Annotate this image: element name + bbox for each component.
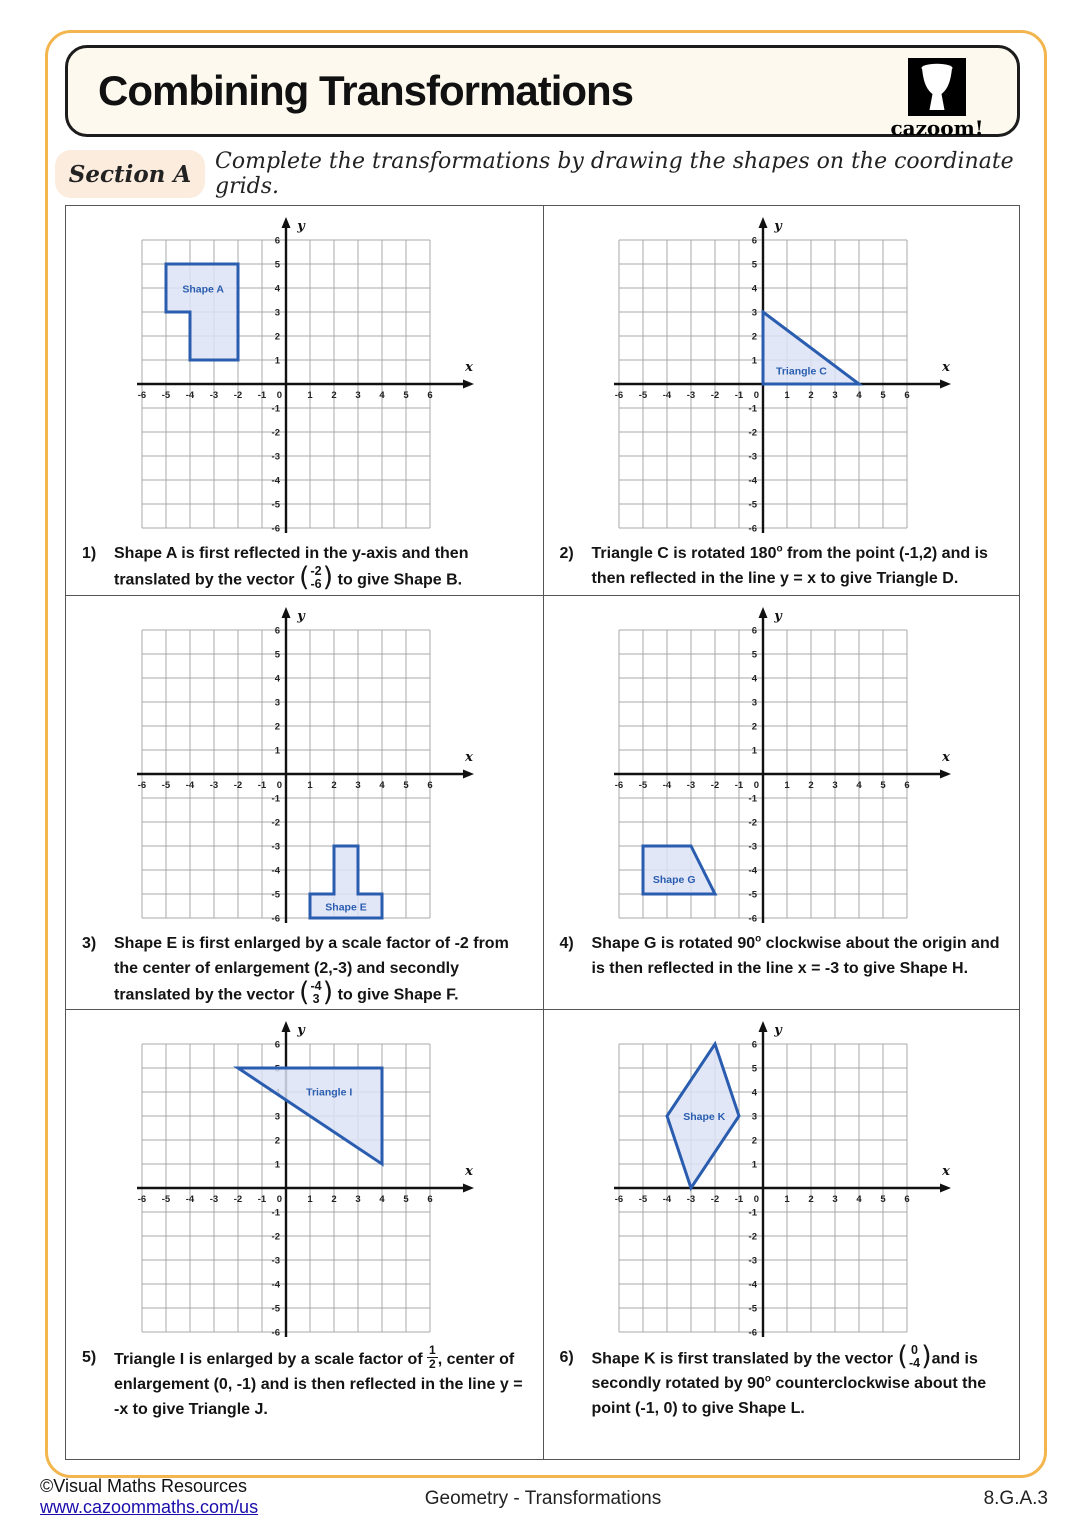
svg-text:-4: -4: [663, 1194, 672, 1205]
question-5: [66, 1342, 543, 1425]
svg-text:5: 5: [274, 649, 281, 661]
svg-text:-2: -2: [748, 427, 758, 439]
coordinate-grid: [128, 1018, 480, 1342]
svg-text:6: 6: [904, 780, 910, 791]
cazoom-logo: [889, 58, 985, 138]
panel-5: [66, 1009, 543, 1459]
svg-text:6: 6: [904, 1194, 910, 1205]
grid-slot-1: [128, 214, 480, 538]
svg-text:5: 5: [880, 780, 886, 791]
coordinate-grid: [605, 214, 957, 538]
shape-label: Triangle C: [776, 365, 828, 378]
svg-text:-5: -5: [271, 1303, 281, 1315]
svg-text:-5: -5: [162, 780, 171, 791]
svg-text:5: 5: [751, 259, 758, 271]
svg-text:5: 5: [403, 390, 409, 401]
svg-text:y: y: [774, 1023, 783, 1038]
svg-text:-6: -6: [138, 780, 147, 791]
svg-text:1: 1: [307, 390, 313, 401]
svg-text:-1: -1: [258, 390, 267, 401]
svg-text:6: 6: [274, 1039, 281, 1051]
svg-text:1: 1: [274, 1159, 281, 1171]
svg-text:-5: -5: [748, 1303, 758, 1315]
question-number: 2): [559, 545, 574, 562]
svg-text:2: 2: [751, 721, 758, 733]
svg-text:-4: -4: [663, 780, 672, 791]
svg-text:-6: -6: [748, 1327, 758, 1339]
svg-text:4: 4: [274, 673, 281, 685]
question-number: 6): [559, 1349, 574, 1366]
svg-text:-3: -3: [210, 390, 219, 401]
svg-text:x: x: [465, 1164, 474, 1179]
svg-text:-1: -1: [271, 793, 281, 805]
panel-3: [66, 595, 543, 1009]
svg-text:-3: -3: [210, 1194, 219, 1205]
svg-text:3: 3: [274, 697, 281, 709]
svg-text:-4: -4: [186, 390, 195, 401]
svg-text:y: y: [297, 609, 306, 624]
svg-text:3: 3: [832, 390, 838, 401]
svg-text:1: 1: [751, 745, 758, 757]
svg-text:y: y: [774, 609, 783, 624]
svg-text:-6: -6: [615, 780, 624, 791]
svg-text:1: 1: [784, 1194, 790, 1205]
svg-text:-5: -5: [271, 889, 281, 901]
svg-text:x: x: [465, 750, 474, 765]
svg-text:6: 6: [751, 625, 758, 637]
footer: [0, 1476, 1086, 1536]
svg-text:-3: -3: [748, 1255, 758, 1267]
svg-text:0: 0: [276, 1194, 283, 1205]
svg-text:-4: -4: [271, 865, 281, 877]
question-number: 1): [82, 545, 97, 562]
svg-text:3: 3: [751, 1111, 758, 1123]
website-link[interactable]: www.cazoommaths.com/us: [40, 1497, 259, 1517]
svg-text:1: 1: [751, 1159, 758, 1171]
question-text: Shape G is rotated 90$^o$ clockwise about the origin and is then reflected in the line x = -3 to give Shape H.: [591, 933, 1000, 977]
svg-text:-2: -2: [711, 1194, 720, 1205]
svg-text:-2: -2: [748, 1231, 758, 1243]
svg-text:-5: -5: [639, 780, 648, 791]
svg-text:-3: -3: [687, 390, 696, 401]
section-row: [55, 150, 1031, 200]
svg-text:6: 6: [427, 1194, 433, 1205]
svg-text:4: 4: [379, 780, 385, 791]
question-text: Shape K is first translated by the vector ( 0 -4 ) and is secondly rotated by 90$^o$ counterclockwise about the point (-1, 0) to give Shape L.: [591, 1340, 987, 1418]
svg-text:-3: -3: [687, 1194, 696, 1205]
svg-text:4: 4: [856, 390, 862, 401]
svg-text:4: 4: [751, 283, 758, 295]
fraction: $\frac{1}{2}$: [429, 1343, 436, 1372]
question-2: [544, 538, 1020, 594]
svg-text:2: 2: [274, 1135, 281, 1147]
svg-text:2: 2: [808, 1194, 814, 1205]
svg-text:6: 6: [274, 235, 281, 247]
svg-text:-6: -6: [748, 523, 758, 535]
panel-6: [543, 1009, 1020, 1459]
svg-text:-1: -1: [748, 403, 758, 415]
standard-code: 8.G.A.3: [983, 1488, 1048, 1509]
drum-icon: [908, 58, 966, 116]
svg-text:4: 4: [751, 1087, 758, 1099]
svg-text:-4: -4: [748, 1279, 758, 1291]
svg-text:-4: -4: [271, 475, 281, 487]
svg-text:4: 4: [856, 1194, 862, 1205]
svg-text:y: y: [774, 219, 783, 234]
grid-slot-5: [128, 1018, 480, 1342]
shape-label: Shape E: [325, 901, 367, 914]
svg-text:0: 0: [753, 390, 760, 401]
svg-text:-1: -1: [748, 793, 758, 805]
svg-text:3: 3: [274, 1111, 281, 1123]
svg-text:1: 1: [784, 780, 790, 791]
svg-text:6: 6: [751, 235, 758, 247]
svg-text:-6: -6: [271, 523, 281, 535]
svg-text:-5: -5: [162, 390, 171, 401]
svg-text:x: x: [942, 360, 951, 375]
svg-text:5: 5: [403, 1194, 409, 1205]
shape-label: Triangle I: [306, 1086, 353, 1099]
svg-text:-3: -3: [748, 841, 758, 853]
svg-text:-6: -6: [748, 913, 758, 925]
coordinate-grid: [128, 214, 480, 538]
svg-text:1: 1: [784, 390, 790, 401]
svg-text:6: 6: [427, 780, 433, 791]
svg-text:-3: -3: [748, 451, 758, 463]
svg-text:5: 5: [751, 1063, 758, 1075]
grid-slot-2: [605, 214, 957, 538]
svg-text:-2: -2: [711, 390, 720, 401]
svg-text:4: 4: [274, 283, 281, 295]
svg-text:-3: -3: [687, 780, 696, 791]
svg-text:-1: -1: [748, 1207, 758, 1219]
svg-text:1: 1: [307, 1194, 313, 1205]
column-vector: ( -2 -6 ): [298, 561, 334, 593]
svg-text:2: 2: [274, 721, 281, 733]
svg-text:x: x: [465, 360, 474, 375]
section-instruction: Complete the transformations by drawing the shapes on the coordinate grids.: [215, 149, 1014, 199]
svg-text:1: 1: [274, 355, 281, 367]
svg-text:-4: -4: [186, 1194, 195, 1205]
svg-text:5: 5: [751, 649, 758, 661]
section-label: Section A: [68, 160, 192, 188]
shape-label: Shape K: [683, 1111, 726, 1124]
svg-text:-2: -2: [234, 1194, 243, 1205]
panel-1: [66, 206, 543, 595]
question-4: [544, 928, 1020, 984]
svg-text:3: 3: [832, 780, 838, 791]
footer-topic: Geometry - Transformations: [424, 1488, 662, 1509]
svg-text:6: 6: [274, 625, 281, 637]
svg-text:2: 2: [751, 1135, 758, 1147]
svg-text:3: 3: [355, 780, 361, 791]
svg-text:4: 4: [379, 1194, 385, 1205]
svg-text:-6: -6: [138, 1194, 147, 1205]
question-1: [66, 538, 543, 595]
svg-text:5: 5: [403, 780, 409, 791]
svg-text:-2: -2: [271, 1231, 281, 1243]
svg-text:3: 3: [355, 390, 361, 401]
svg-text:3: 3: [355, 1194, 361, 1205]
svg-text:4: 4: [379, 390, 385, 401]
page-title: Combining Transformations: [98, 67, 634, 114]
svg-text:-2: -2: [748, 817, 758, 829]
svg-text:-1: -1: [735, 390, 744, 401]
svg-text:x: x: [942, 750, 951, 765]
svg-text:y: y: [297, 219, 306, 234]
svg-text:2: 2: [751, 331, 758, 343]
svg-text:-3: -3: [271, 841, 281, 853]
svg-text:0: 0: [276, 390, 283, 401]
svg-text:-1: -1: [258, 1194, 267, 1205]
svg-text:6: 6: [427, 390, 433, 401]
svg-text:-6: -6: [271, 913, 281, 925]
question-6: [544, 1342, 1020, 1424]
svg-text:3: 3: [751, 697, 758, 709]
svg-text:-1: -1: [271, 403, 281, 415]
svg-text:3: 3: [274, 307, 281, 319]
svg-text:4: 4: [751, 673, 758, 685]
svg-text:5: 5: [880, 390, 886, 401]
panel-4: [543, 595, 1020, 1009]
column-vector: ( -4 3 ): [298, 976, 334, 1008]
svg-text:-6: -6: [615, 390, 624, 401]
svg-text:-5: -5: [639, 1194, 648, 1205]
svg-text:x: x: [942, 1164, 951, 1179]
question-text: Triangle I is enlarged by a scale factor of $\frac{1}{2}$ , center of enlargement (0, -1) and is then reflected in the line y = -x to give Triangle J.: [114, 1343, 523, 1419]
svg-text:3: 3: [832, 1194, 838, 1205]
shape-label: Shape A: [182, 283, 225, 296]
svg-text:2: 2: [331, 780, 337, 791]
svg-text:-2: -2: [234, 780, 243, 791]
title-box: [65, 45, 1020, 140]
question-number: 4): [559, 935, 574, 952]
question-text: Triangle C is rotated 180$^o$ from the point (-1,2) and is then reflected in the line y = x to give Triangle D.: [591, 543, 988, 587]
svg-text:-3: -3: [271, 1255, 281, 1267]
question-3: [66, 928, 543, 1009]
grid-slot-6: [605, 1018, 957, 1342]
copyright-text: ©Visual Maths Resources: [40, 1476, 248, 1496]
svg-text:2: 2: [808, 780, 814, 791]
svg-text:1: 1: [307, 780, 313, 791]
coordinate-grid: [605, 1018, 957, 1342]
svg-text:-6: -6: [615, 1194, 624, 1205]
column-vector: ( 0 -4 ): [897, 1340, 932, 1372]
svg-text:0: 0: [753, 1194, 760, 1205]
shape-label: Shape G: [653, 874, 696, 887]
svg-text:2: 2: [808, 390, 814, 401]
svg-text:1: 1: [274, 745, 281, 757]
question-text: Shape A is first reflected in the y-axis and then translated by the vector ( -2 -6 ) to give Shape B.: [114, 545, 469, 593]
coordinate-grid: [605, 604, 957, 928]
svg-text:5: 5: [880, 1194, 886, 1205]
logo-wordmark: cazoom!: [890, 116, 984, 140]
svg-text:-3: -3: [210, 780, 219, 791]
svg-text:5: 5: [274, 259, 281, 271]
svg-text:2: 2: [274, 331, 281, 343]
svg-text:-4: -4: [748, 865, 758, 877]
svg-text:2: 2: [331, 1194, 337, 1205]
svg-text:-1: -1: [735, 780, 744, 791]
svg-text:-3: -3: [271, 451, 281, 463]
svg-text:-6: -6: [271, 1327, 281, 1339]
svg-text:-5: -5: [748, 499, 758, 511]
svg-text:1: 1: [751, 355, 758, 367]
svg-text:3: 3: [751, 307, 758, 319]
question-text: Shape E is first enlarged by a scale factor of -2 from the center of enlargement (2,-3) and secondly translated by the vector ( -4 3 ) to give Shape F.: [114, 935, 509, 1008]
svg-text:4: 4: [856, 780, 862, 791]
svg-text:-1: -1: [735, 1194, 744, 1205]
svg-text:-4: -4: [663, 390, 672, 401]
svg-text:-6: -6: [138, 390, 147, 401]
svg-text:2: 2: [331, 390, 337, 401]
svg-text:-4: -4: [271, 1279, 281, 1291]
svg-text:6: 6: [904, 390, 910, 401]
question-number: 5): [82, 1349, 97, 1366]
svg-text:-4: -4: [748, 475, 758, 487]
svg-text:-2: -2: [271, 817, 281, 829]
svg-text:-1: -1: [258, 780, 267, 791]
svg-text:-5: -5: [639, 390, 648, 401]
svg-text:0: 0: [753, 780, 760, 791]
section-pill: [55, 150, 205, 198]
svg-text:-1: -1: [271, 1207, 281, 1219]
panel-2: [543, 206, 1020, 595]
svg-text:0: 0: [276, 780, 283, 791]
svg-text:y: y: [297, 1023, 306, 1038]
worksheet-table: [65, 205, 1020, 1460]
svg-text:-5: -5: [162, 1194, 171, 1205]
svg-text:-5: -5: [271, 499, 281, 511]
svg-text:6: 6: [751, 1039, 758, 1051]
svg-text:-4: -4: [186, 780, 195, 791]
svg-text:-2: -2: [234, 390, 243, 401]
coordinate-grid: [128, 604, 480, 928]
svg-text:-2: -2: [711, 780, 720, 791]
question-number: 3): [82, 935, 97, 952]
svg-text:-5: -5: [748, 889, 758, 901]
grid-slot-4: [605, 604, 957, 928]
grid-slot-3: [128, 604, 480, 928]
svg-text:-2: -2: [271, 427, 281, 439]
